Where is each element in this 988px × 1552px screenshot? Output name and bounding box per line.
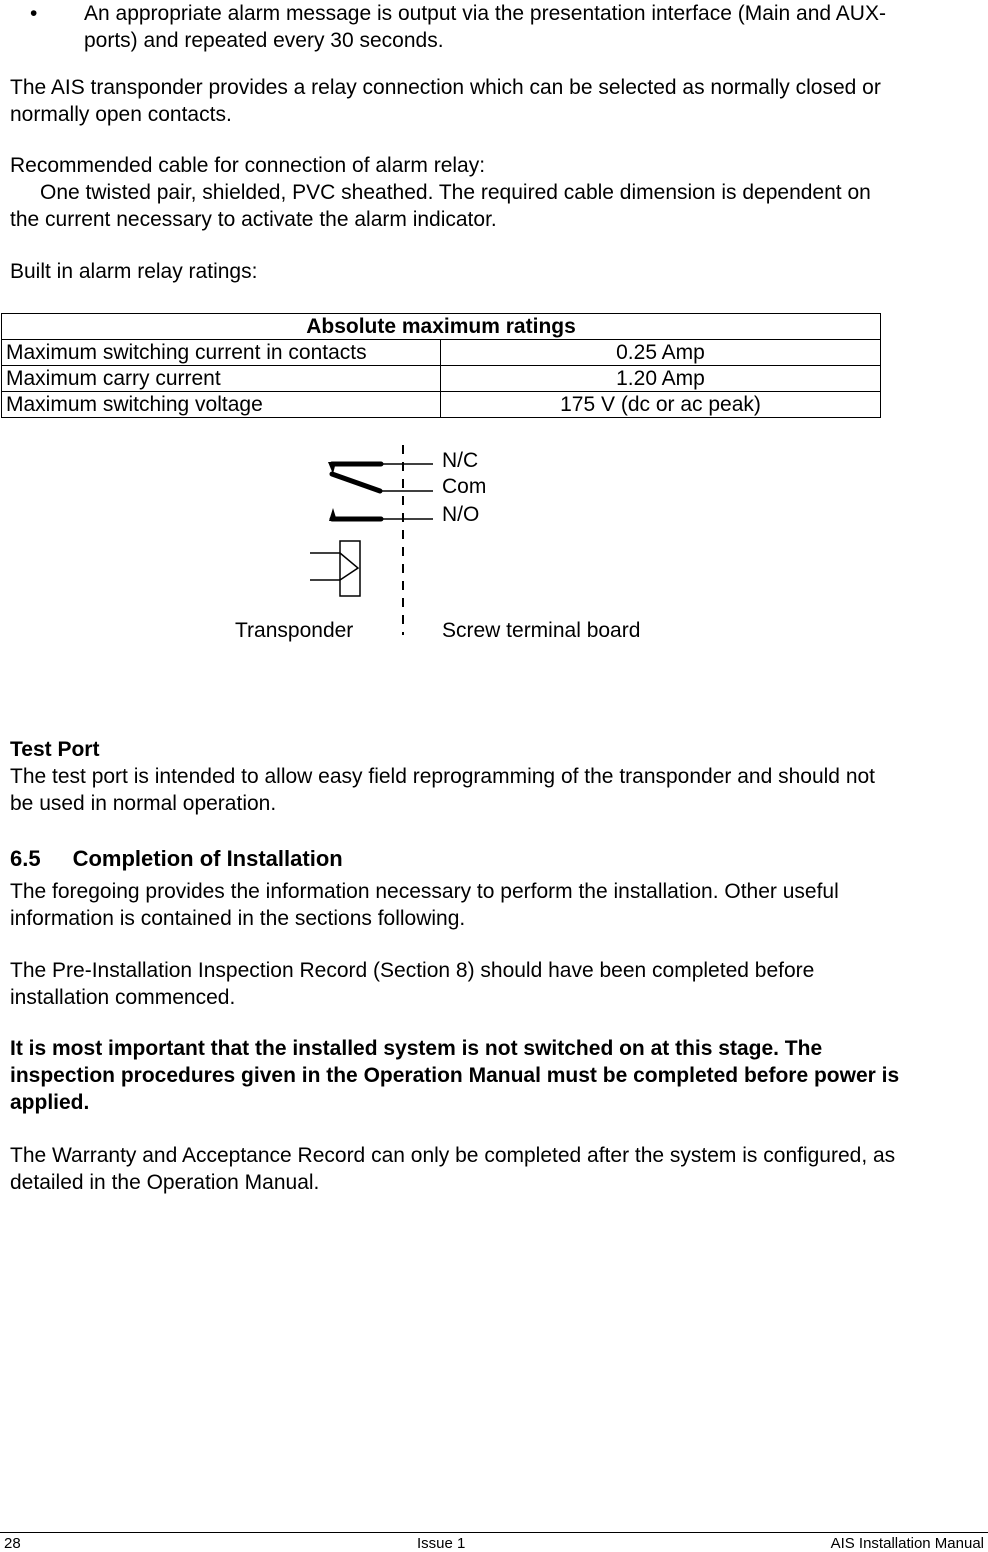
completion-p1-line-2: information is contained in the sections following. xyxy=(10,907,466,930)
table-cell-label: Maximum carry current xyxy=(2,366,441,392)
footer-page-number: 28 xyxy=(4,1535,21,1552)
cable-line-2: One twisted pair, shielded, PVC sheathed. The required cable dimension is dependent on xyxy=(40,181,871,204)
bullet-dot: • xyxy=(30,2,38,25)
table-cell-label: Maximum switching voltage xyxy=(2,392,441,418)
coil-arrow xyxy=(340,553,358,580)
terminal-label-com: Com xyxy=(442,475,487,498)
ratings-intro: Built in alarm relay ratings: xyxy=(10,260,258,283)
footer-issue: Issue 1 xyxy=(417,1535,466,1552)
cable-line-3: the current necessary to activate the alarm indicator. xyxy=(10,208,497,231)
no-contact-tip xyxy=(329,508,337,521)
warning-paragraph xyxy=(10,1035,985,1116)
test-port-line-2: be used in normal operation. xyxy=(10,792,277,815)
warning-line-2: inspection procedures given in the Operation Manual must be completed before power is xyxy=(10,1064,900,1087)
table-cell-value: 0.25 Amp xyxy=(441,340,881,366)
completion-paragraph-1 xyxy=(10,878,985,932)
relay-line-1: The AIS transponder provides a relay connection which can be selected as normally closed or xyxy=(10,76,881,99)
test-port-section xyxy=(10,736,985,817)
bullet-line-1: An appropriate alarm message is output via the presentation interface (Main and AUX- xyxy=(84,2,886,25)
com-arm xyxy=(332,474,380,491)
table-row xyxy=(2,340,881,366)
table-row xyxy=(2,392,881,418)
warning-line-1: It is most important that the installed system is not switched on at this stage. The xyxy=(10,1037,823,1060)
section-number: 6.5 xyxy=(10,846,41,871)
completion-paragraph-4 xyxy=(10,1142,985,1196)
caption-screw-terminal-board: Screw terminal board xyxy=(442,619,641,642)
completion-p1-line-1: The foregoing provides the information necessary to perform the installation. Other useful xyxy=(10,880,839,903)
relay-diagram-svg xyxy=(0,440,988,660)
page-footer xyxy=(0,1532,988,1550)
table-cell-value: 1.20 Amp xyxy=(441,366,881,392)
table-row xyxy=(2,366,881,392)
test-port-line-1: The test port is intended to allow easy field reprogramming of the transponder and should not xyxy=(10,765,876,788)
cable-line-1: Recommended cable for connection of alarm relay: xyxy=(10,154,486,177)
relay-paragraph xyxy=(10,74,985,128)
warning-line-3: applied. xyxy=(10,1091,90,1114)
completion-p2-line-1: The Pre-Installation Inspection Record (Section 8) should have been completed before xyxy=(10,959,815,982)
table-cell-value: 175 V (dc or ac peak) xyxy=(441,392,881,418)
ratings-table xyxy=(1,313,881,418)
bullet-text xyxy=(84,0,979,54)
ratings-table-title: Absolute maximum ratings xyxy=(2,314,881,340)
completion-p4-line-1: The Warranty and Acceptance Record can only be completed after the system is configured, as xyxy=(10,1144,896,1167)
terminal-label-no: N/O xyxy=(442,503,480,526)
completion-paragraph-2 xyxy=(10,957,985,1011)
bullet-line-2: ports) and repeated every 30 seconds. xyxy=(84,29,444,52)
footer-title: AIS Installation Manual xyxy=(830,1535,984,1552)
relay-line-2: normally open contacts. xyxy=(10,103,232,126)
section-heading xyxy=(10,845,343,872)
test-port-heading: Test Port xyxy=(10,738,100,761)
section-title: Completion of Installation xyxy=(72,846,343,871)
ratings-table-header xyxy=(2,314,881,340)
terminal-label-nc: N/C xyxy=(442,449,479,472)
completion-p4-line-2: detailed in the Operation Manual. xyxy=(10,1171,320,1194)
relay-diagram xyxy=(0,440,988,660)
caption-transponder: Transponder xyxy=(235,619,354,642)
completion-p2-line-2: installation commenced. xyxy=(10,986,236,1009)
table-cell-label: Maximum switching current in contacts xyxy=(2,340,441,366)
cable-paragraph xyxy=(10,152,985,233)
